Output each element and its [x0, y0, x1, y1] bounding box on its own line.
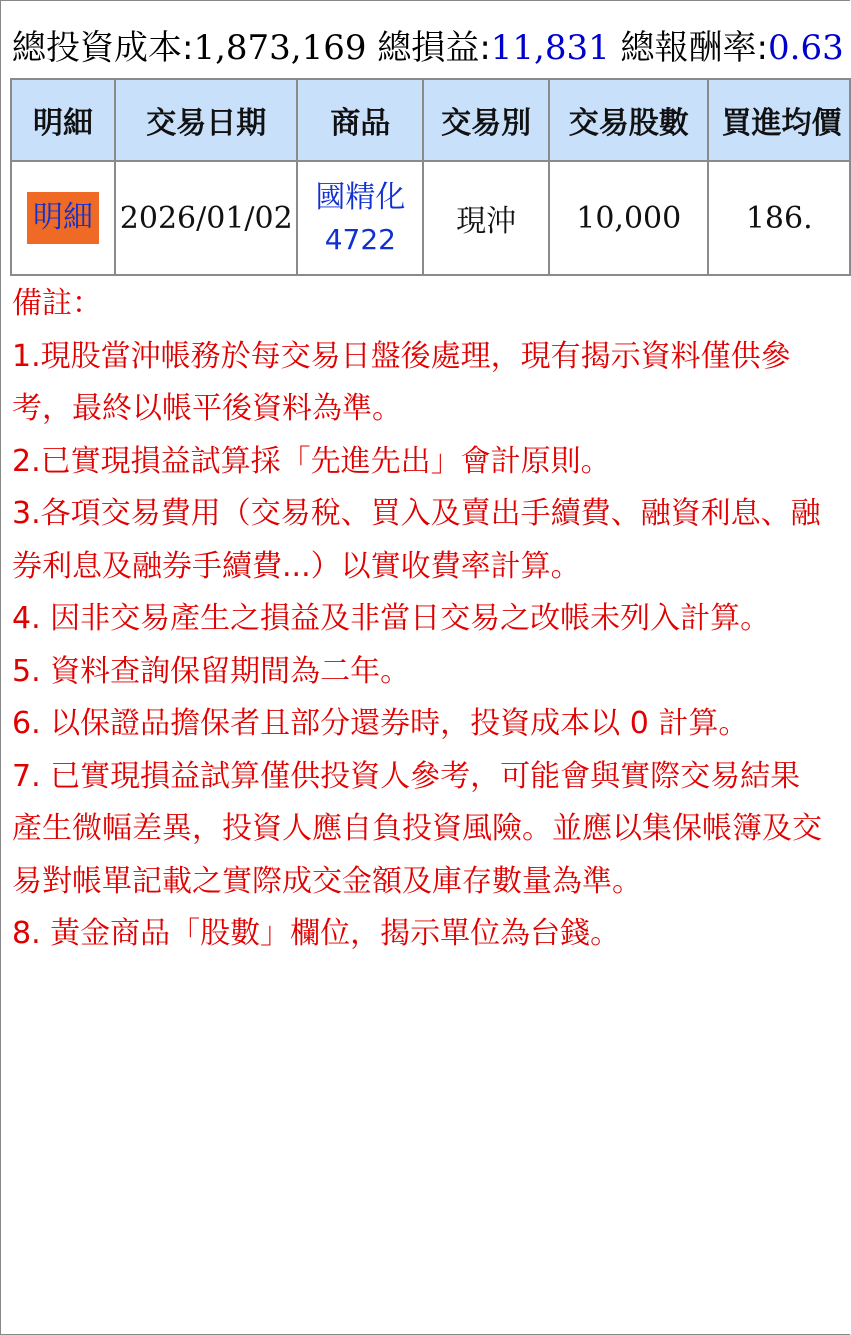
note-item: 2.已實現損益試算採「先進先出」會計原則。	[12, 443, 611, 479]
note-item: 6. 以保證品擔保者且部分還券時，投資成本以 0 計算。	[12, 706, 749, 741]
detail-button[interactable]: 明細	[27, 192, 99, 244]
trade-table	[10, 78, 851, 276]
cell-shares: 10,000	[550, 162, 708, 274]
col-header-shares: 交易股數	[550, 80, 708, 160]
notes-section	[12, 278, 822, 961]
total-cost-value: 1,873,169	[193, 28, 367, 68]
total-cost-label: 總投資成本:	[12, 28, 194, 68]
note-item: 4. 因非交易產生之損益及非當日交易之改帳未列入計算。	[12, 601, 771, 636]
cell-detail	[12, 162, 114, 274]
cell-avg-buy-price: 186.	[709, 162, 849, 274]
note-item: 3.各項交易費用（交易稅、買入及賣出手續費、融資利息、融券利息及融券手續費...）以實收費率計算。	[12, 496, 821, 584]
total-pnl-label: 總損益:	[366, 28, 491, 68]
summary-bar	[12, 24, 844, 72]
product-code-link[interactable]: 4722	[324, 223, 396, 256]
note-item: 7. 已實現損益試算僅供投資人參考，可能會與實際交易結果產生微幅差異，投資人應自負投資風險。並應以集保帳簿及交易對帳單記載之實際成交金額及庫存數量為準。	[12, 758, 822, 899]
notes-title: 備註：	[12, 286, 102, 321]
cell-trade-type: 現沖	[424, 162, 548, 274]
col-header-product: 商品	[298, 80, 422, 160]
table-row	[12, 162, 849, 274]
col-header-avg-buy-price: 買進均價	[709, 80, 849, 160]
total-return-label: 總報酬率:	[609, 28, 769, 68]
col-header-trade-type: 交易別	[424, 80, 548, 160]
total-return-value: 0.63	[768, 28, 844, 68]
col-header-detail: 明細	[12, 80, 114, 160]
product-name-link[interactable]: 國精化	[315, 180, 406, 215]
note-item: 1.現股當沖帳務於每交易日盤後處理，現有揭示資料僅供參考，最終以帳平後資料為準。	[12, 338, 791, 426]
table-header-row	[12, 80, 849, 160]
note-item: 8. 黃金商品「股數」欄位，揭示單位為台錢。	[12, 916, 621, 951]
cell-product[interactable]	[298, 162, 422, 274]
cell-trade-date: 2026/01/02	[116, 162, 296, 274]
note-item: 5. 資料查詢保留期間為二年。	[12, 653, 411, 689]
col-header-trade-date: 交易日期	[116, 80, 296, 160]
total-pnl-value: 11,831	[490, 28, 610, 68]
